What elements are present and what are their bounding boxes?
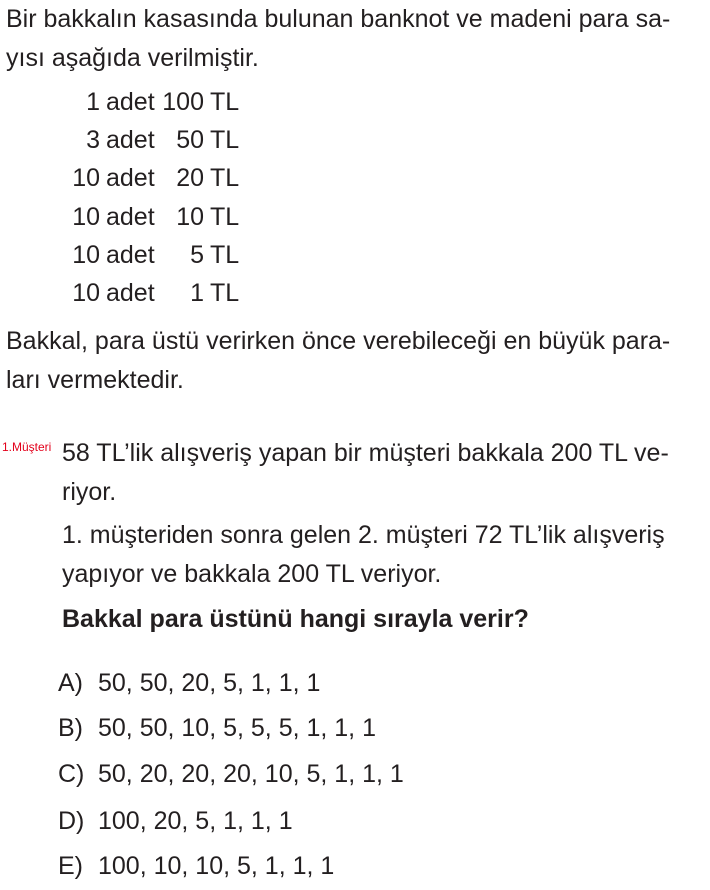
- coin-row: [62, 278, 242, 316]
- option-letter: C): [58, 760, 85, 788]
- coin-count: 1: [86, 88, 100, 116]
- coin-row: [62, 87, 242, 125]
- option-letter: D): [58, 807, 85, 835]
- coin-count: 3: [86, 126, 100, 155]
- coin-word: adet: [106, 278, 155, 307]
- coin-currency: TL: [210, 164, 240, 193]
- customer-tag: 1.Müşteri: [2, 440, 52, 454]
- coin-value: 1: [190, 278, 204, 307]
- coin-value: 20: [176, 164, 204, 193]
- coin-value: 50: [176, 126, 204, 155]
- rule-line-1: Bakkal, para üstü verirken önce verebileceği en büyük para-: [6, 327, 671, 355]
- option-letter: A): [58, 669, 83, 697]
- coin-word: adet: [106, 126, 155, 155]
- coin-row: [62, 125, 242, 163]
- rule-line-2: ları vermektedir.: [6, 366, 184, 394]
- question-line-4: yapıyor ve bakkala 200 TL veriyor.: [62, 560, 442, 588]
- option-letter: E): [58, 852, 83, 880]
- option-a[interactable]: [58, 668, 320, 698]
- coin-value: 10: [176, 202, 204, 231]
- coin-value: 5: [190, 240, 204, 269]
- coin-count: 10: [72, 164, 100, 193]
- option-c[interactable]: [58, 759, 404, 789]
- intro-line-2: yısı aşağıda verilmiştir.: [6, 44, 259, 72]
- coin-currency: TL: [210, 202, 240, 231]
- question-line-1: 58 TL’lik alışveriş yapan bir müşteri bakkala 200 TL ve-: [62, 439, 669, 467]
- coin-word: adet: [106, 164, 155, 193]
- coin-value: 100: [162, 88, 204, 116]
- coin-word: adet: [106, 202, 155, 231]
- question-line-2: riyor.: [62, 478, 117, 506]
- option-text: 100, 10, 10, 5, 1, 1, 1: [98, 852, 335, 880]
- question-prompt: Bakkal para üstünü hangi sırayla verir?: [62, 605, 529, 633]
- intro-line-1: Bir bakkalın kasasında bulunan banknot ve madeni para sa-: [6, 5, 671, 33]
- coin-count: 10: [72, 240, 100, 269]
- option-text: 50, 20, 20, 20, 10, 5, 1, 1, 1: [98, 760, 404, 788]
- coin-word: adet: [106, 240, 155, 269]
- coin-count: 10: [72, 202, 100, 231]
- coin-row: [62, 163, 242, 201]
- question-line-3: 1. müşteriden sonra gelen 2. müşteri 72 TL’lik alışveriş: [62, 521, 665, 549]
- option-text: 100, 20, 5, 1, 1, 1: [98, 807, 293, 835]
- coin-row: [62, 202, 242, 240]
- option-e[interactable]: [58, 851, 334, 881]
- option-d[interactable]: [58, 806, 293, 836]
- option-b[interactable]: [58, 713, 376, 743]
- coin-word: adet: [106, 88, 155, 116]
- coin-row: [62, 240, 242, 278]
- coin-currency: TL: [210, 278, 240, 307]
- option-text: 50, 50, 20, 5, 1, 1, 1: [98, 669, 321, 697]
- coin-currency: TL: [210, 240, 240, 269]
- coin-currency: TL: [210, 126, 240, 155]
- option-text: 50, 50, 10, 5, 5, 5, 1, 1, 1: [98, 714, 376, 742]
- coin-currency: TL: [210, 88, 240, 116]
- coin-list: [62, 87, 242, 316]
- coin-count: 10: [72, 278, 100, 307]
- option-letter: B): [58, 714, 83, 742]
